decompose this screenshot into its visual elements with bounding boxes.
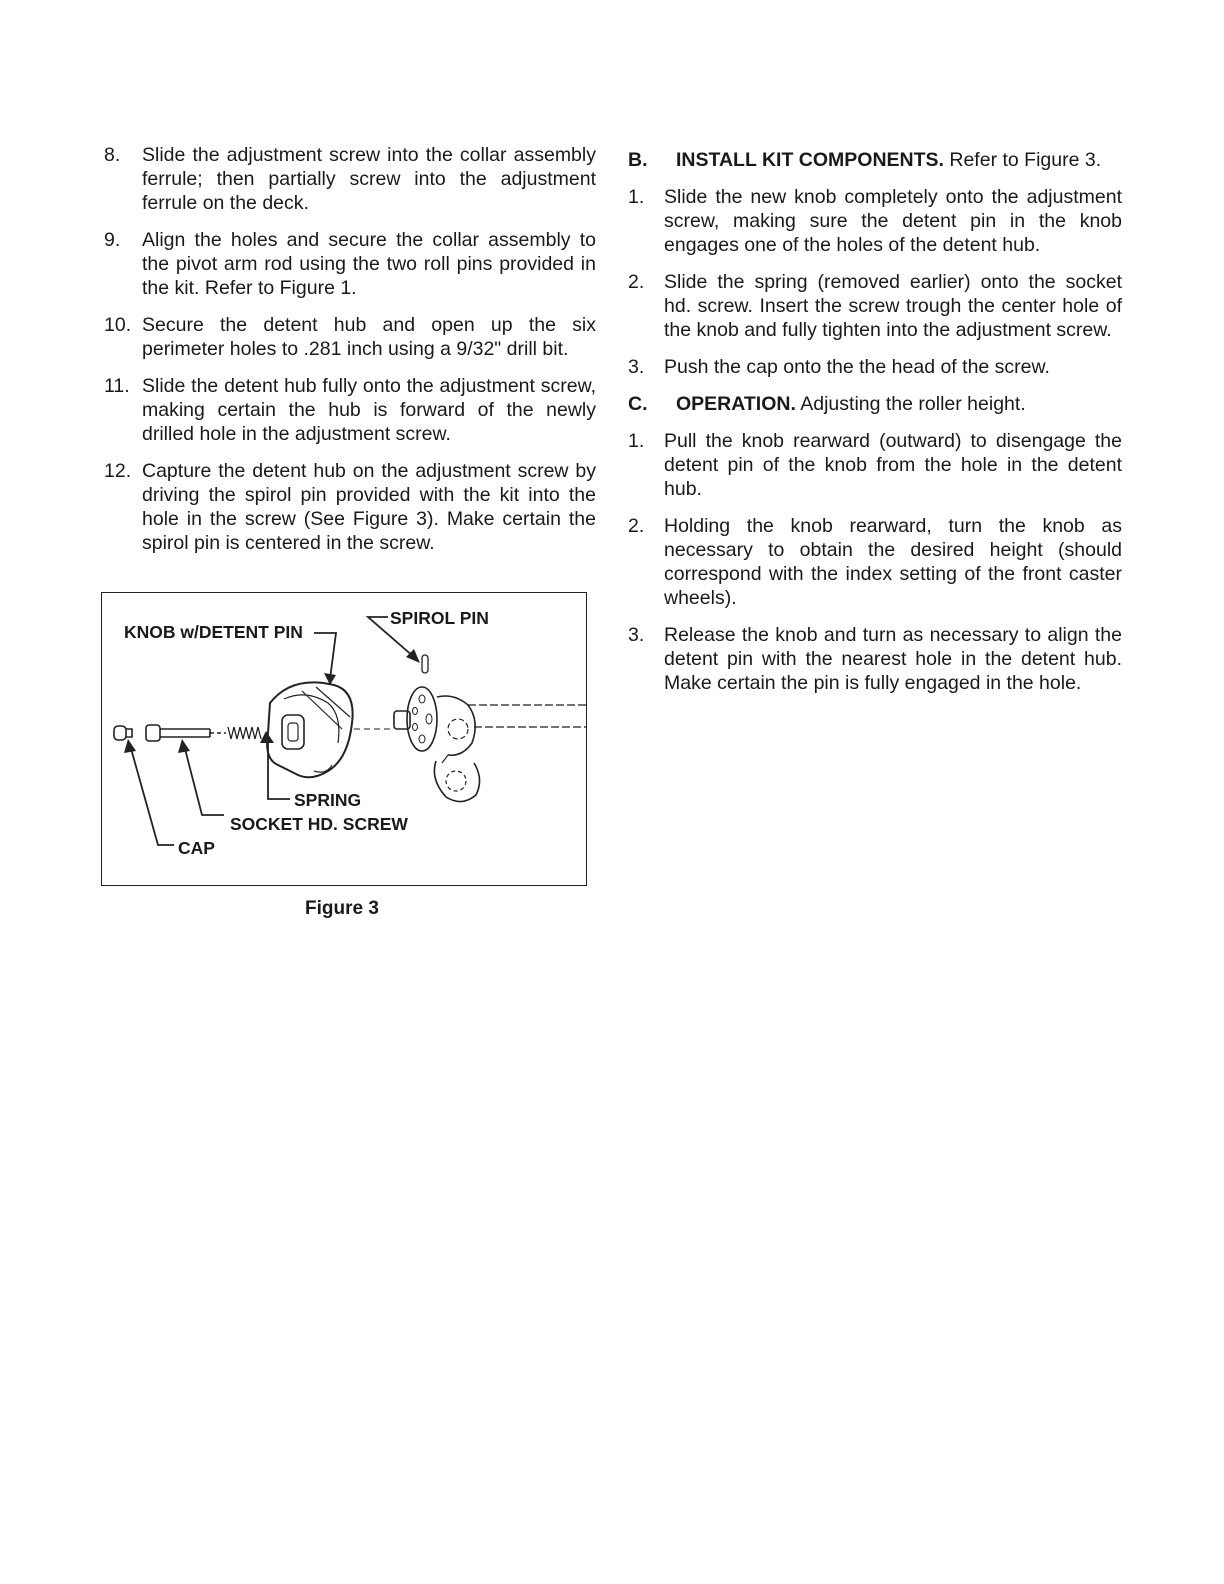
step-number: 11. [104,375,130,397]
section-letter: B. [628,149,648,171]
c-step-2 [628,514,1122,610]
step-text: Slide the new knob completely onto the adjustment screw, making sure the detent pin in the knob engages one of the holes of the detent hub. [664,186,1122,256]
step-9 [104,228,596,300]
section-title: INSTALL KIT COMPONENTS. [676,149,944,171]
step-number: 8. [104,144,121,166]
section-letter: C. [628,393,648,415]
step-number: 10. [104,314,132,336]
section-b-heading [628,148,1122,172]
spirol-pin-part [422,655,428,673]
step-number: 2. [628,515,645,537]
step-text: Holding the knob rearward, turn the knob as necessary to obtain the desired height (should correspond with the index setting of the front caster wheels). [664,515,1122,609]
step-number: 12. [104,460,132,482]
step-text: Capture the detent hub on the adjustment screw by driving the spirol pin provided with the kit into the hole in the screw (See Figure 3). Make certain the spirol pin is centered in the screw. [142,460,596,554]
step-text: Slide the adjustment screw into the collar assembly ferrule; then partially screw into the adjustment ferrule on the deck. [142,144,596,214]
section-c-heading [628,392,1122,416]
step-number: 1. [628,430,645,452]
right-column [628,148,1122,708]
figure-3-diagram [101,592,587,886]
step-number: 3. [628,356,645,378]
left-column [104,143,596,568]
step-10 [104,313,596,361]
knob-part [267,682,353,777]
section-suffix: Refer to Figure 3. [949,149,1102,171]
step-number: 1. [628,186,645,208]
detent-hub-part [394,687,437,751]
step-number: 3. [628,624,645,646]
step-text: Slide the detent hub fully onto the adjustment screw, making certain the hub is forward of the newly drilled hole in the adjustment screw. [142,375,596,445]
label-spirol-pin: SPIROL PIN [390,608,489,628]
c-step-1 [628,429,1122,501]
step-text: Pull the knob rearward (outward) to disengage the detent pin of the knob from the hole in the detent hub. [664,430,1122,500]
leader-lines [130,617,414,845]
b-step-2 [628,270,1122,342]
label-spring: SPRING [294,790,362,810]
collar-assembly-part [434,696,586,802]
label-socket-screw: SOCKET HD. SCREW [230,814,408,834]
figure-caption: Figure 3 [305,898,379,919]
step-8 [104,143,596,215]
c-step-3 [628,623,1122,695]
label-knob: KNOB w/DETENT PIN [124,622,303,642]
step-text: Release the knob and turn as necessary to align the detent pin with the nearest hole in the detent hub. Make certain the pin is fully engaged in the hole. [664,624,1122,694]
section-title: OPERATION. [676,393,796,415]
spring-part [228,727,261,739]
section-suffix: Adjusting the roller height. [800,393,1026,415]
b-step-3 [628,355,1122,379]
cap-part [114,726,126,740]
label-cap: CAP [178,838,215,858]
step-12 [104,459,596,555]
step-number: 2. [628,271,645,293]
step-text: Slide the spring (removed earlier) onto the socket hd. screw. Insert the screw trough the center hole of the knob and fully tighten into the adjustment screw. [664,271,1122,341]
step-11 [104,374,596,446]
socket-screw-part [146,725,160,741]
b-step-1 [628,185,1122,257]
step-number: 9. [104,229,121,251]
step-text: Align the holes and secure the collar assembly to the pivot arm rod using the two roll pins provided in the kit. Refer to Figure 1. [142,229,596,299]
step-text: Push the cap onto the the head of the screw. [664,356,1050,378]
step-text: Secure the detent hub and open up the six perimeter holes to .281 inch using a 9/32" drill bit. [142,314,596,360]
